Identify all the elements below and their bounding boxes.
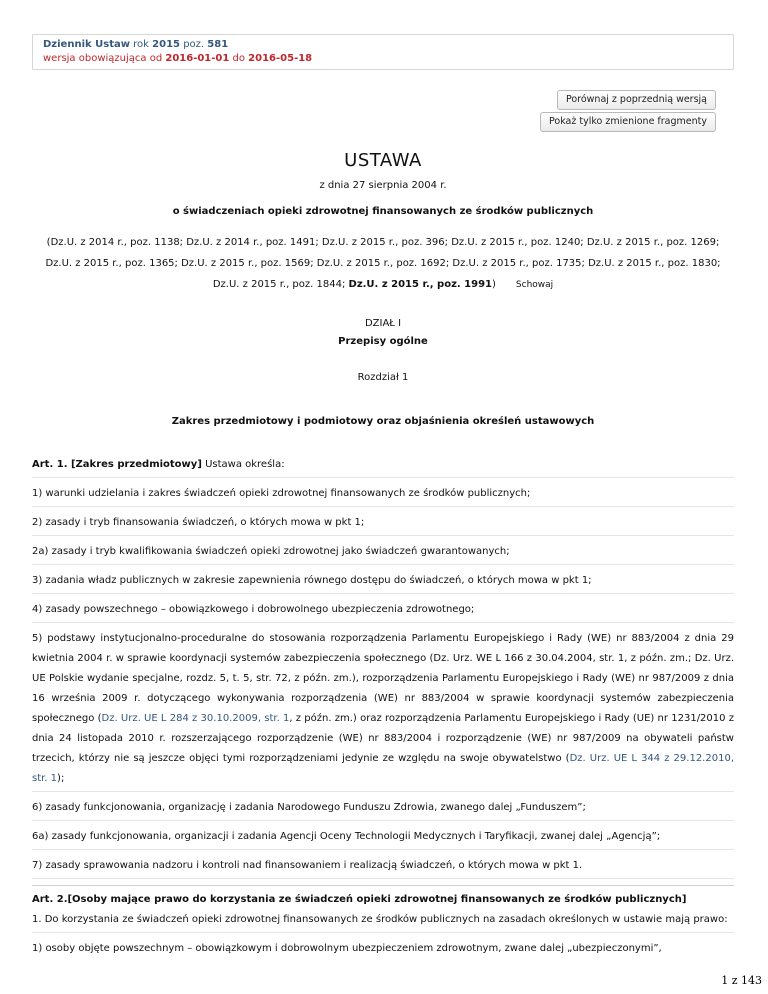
article-1-point-3: 3) zadania władz publicznych w zakresie zapewnienia równego dostępu do świadczeń, o których mowa w pkt 1; [32, 570, 734, 594]
journal-references [32, 232, 734, 296]
article-2-point-1: 1) osoby objęte powszechnym – obowiązkowym i dobrowolnym ubezpieczeniem zdrowotnym, zwane dalej „ubezpieczonymi”, [32, 943, 662, 954]
page-number: 1 z 143 [721, 974, 762, 987]
article-2-heading: Art. 2.[Osoby mające prawo do korzystania ze świadczeń opieki zdrowotnej finansowanych ze środków publicznych] [32, 894, 687, 905]
hide-references-link[interactable]: Schowaj [515, 280, 554, 290]
article-1-intro-text: Ustawa określa: [201, 459, 285, 470]
article-2-paragraph-1-text: 1. Do korzystania ze świadczeń opieki zdrowotnej finansowanych ze środków publicznych na zasadach określonych w ustawie mają prawo: [32, 914, 728, 925]
chapter-heading: Rozdział 1 [357, 372, 409, 383]
article-1-point-2a: 2a) zasady i tryb kwalifikowania świadczeń opieki zdrowotnej jako świadczeń gwarantowanych; [32, 541, 734, 565]
article-1-point-1: 1) warunki udzielania i zakres świadczeń opieki zdrowotnej finansowanych ze środków publicznych; [32, 483, 734, 507]
article-2-paragraph-1 [32, 885, 734, 933]
journal-name: Dziennik Ustaw [43, 39, 130, 50]
article-1-intro [32, 454, 734, 478]
eu-journal-link-2009[interactable]: Dz. Urz. UE L 284 z 30.10.2009, str. 1 [101, 713, 290, 724]
chapter-title: Zakres przedmiotowy i podmiotowy oraz objaśnienia określeń ustawowych [171, 416, 595, 427]
references-close: ) [492, 279, 496, 290]
eu-journal-link-2010[interactable]: Dz. Urz. UE L 344 z 29.12.2010, str. 1 [32, 753, 734, 784]
point-5-text-b: , z późn. zm.) oraz rozporządzenia Parlamentu Europejskiego i Rady (UE) nr 1231/2010 z dnia 24 listopada 2010 r. rozszerzającego rozporządzenie (WE) nr 883/2004 i rozporządzenie (WE) nr 987/2009 na obywateli państw trzecich, którzy nie są jeszcze objęci tymi rozporządzeniami jedynie ze względu na swoje obywatelstwo ( [32, 713, 735, 764]
article-1-point-2: 2) zasady i tryb finansowania świadczeń, o których mowa w pkt 1; [32, 512, 734, 536]
article-1-point-7: 7) zasady sprawowania nadzoru i kontroli nad finansowaniem i realizacją świadczeń, o których mowa w pkt 1. [32, 855, 734, 879]
version-from: 2016-01-01 [165, 53, 230, 64]
version-to-label: do [232, 53, 245, 64]
version-line [43, 52, 733, 66]
article-1-point-6a: 6a) zasady funkcjonowania, organizacji i zadania Agencji Oceny Technologii Medycznych i Taryfikacji, zwanej dalej „Agencją”; [32, 826, 734, 850]
article-1-point-5 [32, 628, 734, 792]
article-1-point-4: 4) zasady powszechnego – obowiązkowego i dobrowolnego ubezpieczenia zdrowotnego; [32, 599, 734, 623]
act-title: USTAWA [344, 150, 422, 171]
division-title: Przepisy ogólne [338, 336, 428, 347]
point-5-text-c: ); [57, 773, 65, 784]
article-1-heading: Art. 1. [Zakres przedmiotowy] [32, 459, 202, 470]
position-label: poz. [183, 39, 205, 50]
references-text: (Dz.U. z 2014 r., poz. 1138; Dz.U. z 2014 r., poz. 1491; Dz.U. z 2015 r., poz. 396; Dz.U. z 2015 r., poz. 1240; Dz.U. z 2015 r., poz. 1269; Dz.U. z 2015 r., poz. 1365; Dz.U. z 2015 r., poz. 1569; Dz.U. z 2015 r., poz. 1692; Dz.U. z 2015 r., poz. 1735; Dz.U. z 2015 r., poz. 1830; Dz.U. z 2015 r., poz. 1844; [45, 237, 721, 290]
division-heading: DZIAŁ I [364, 318, 402, 329]
point-5-text-a: 5) podstawy instytucjonalno-proceduralne do stosowania rozporządzenia Parlamentu Europejskiego i Rady (WE) nr 883/2004 z dnia 29 kwietnia 2004 r. w sprawie koordynacji systemów zabezpieczenia społecznego (Dz. Urz. WE L 166 z 30.04.2004, str. 1, z późn. zm.; Dz. Urz. UE Polskie wydanie specjalne, rozdz. 5, t. 5, str. 72, z późn. zm.), rozporządzenia Parlamentu Europejskiego i Rady (WE) nr 987/2009 z dnia 16 września 2009 r. dotyczącego wykonywania rozporządzenia (WE) nr 883/2004 w sprawie koordynacji systemów zabezpieczenia społecznego ( [32, 633, 734, 724]
act-date: z dnia 27 sierpnia 2004 r. [319, 180, 447, 191]
version-to: 2016-05-18 [248, 53, 313, 64]
act-content [32, 428, 734, 966]
year-label: rok [133, 39, 149, 50]
compare-previous-version-button[interactable]: Porównaj z poprzednią wersją [557, 90, 716, 110]
version-prefix: wersja obowiązująca od [43, 53, 163, 64]
journal-line [43, 38, 733, 52]
position-value: 581 [207, 39, 229, 50]
references-current: Dz.U. z 2015 r., poz. 1991 [348, 279, 492, 290]
article-1-point-6: 6) zasady funkcjonowania, organizację i zadania Narodowego Funduszu Zdrowia, zwanego dalej „Funduszem”; [32, 797, 734, 821]
document-header [32, 34, 734, 70]
act-subject: o świadczeniach opieki zdrowotnej finansowanych ze środków publicznych [172, 206, 594, 217]
show-changed-fragments-button[interactable]: Pokaż tylko zmienione fragmenty [540, 112, 716, 132]
year-value: 2015 [152, 39, 180, 50]
